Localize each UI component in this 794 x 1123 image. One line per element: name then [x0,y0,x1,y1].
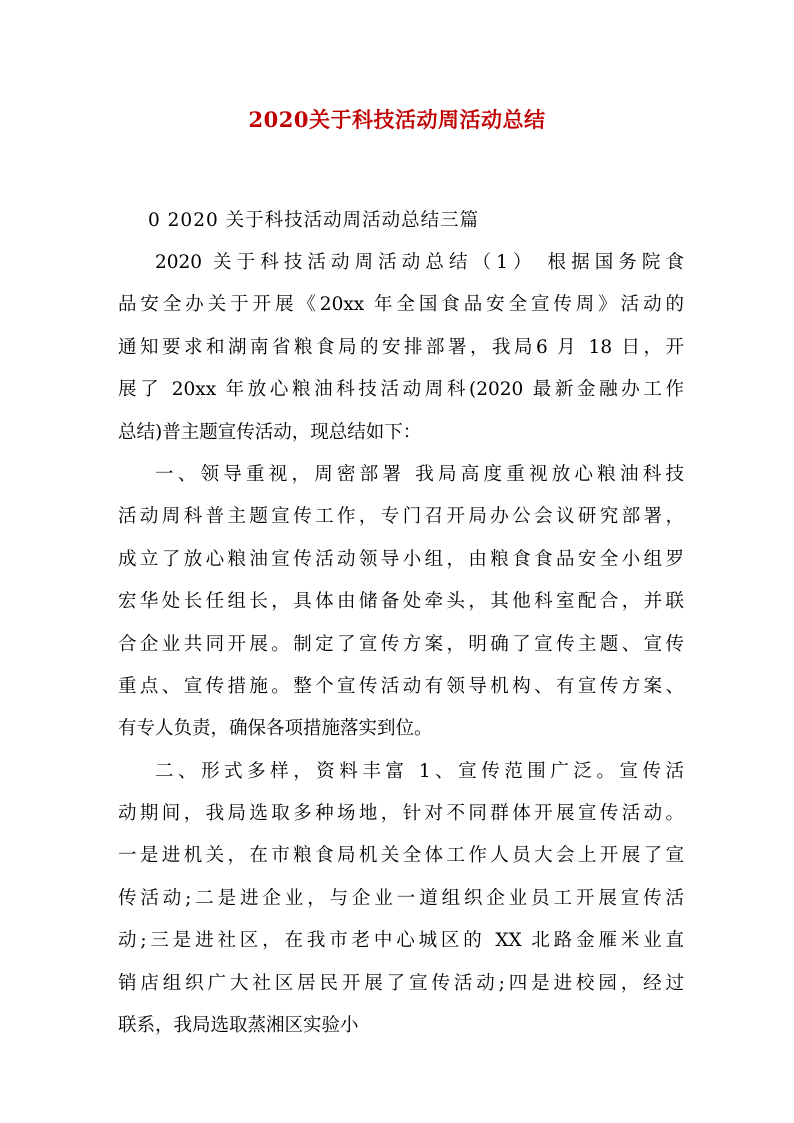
body-line: 合企业共同开展。制定了宣传方案，明确了宣传主题、宣传 [118,633,684,655]
body-line: 动期间，我局选取多种场地，针对不同群体开展宣传活动。 [118,803,684,825]
body-line: 品安全办关于开展《20xx 年全国食品安全宣传周》活动的 [118,294,684,316]
document-body [118,248,684,1053]
body-line: 2020 关于科技活动周活动总结（1） 根据国务院食 [155,252,684,273]
body-line: 成立了放心粮油宣传活动领导小组，由粮食食品安全小组罗 [118,548,684,570]
body-line: 一是进机关，在市粮食局机关全体工作人员大会上开展了宣 [118,845,684,867]
body-line: 传活动;二是进企业，与企业一道组织企业员工开展宣传活 [118,887,684,909]
body-line: 动;三是进社区，在我市老中心城区的 XX 北路金雁米业直 [118,930,684,952]
body-line: 一、领导重视，周密部署 我局高度重视放心粮油科技 [155,463,684,485]
body-line: 有专人负责，确保各项措施落实到位。 [118,718,433,740]
body-line: 销店组织广大社区居民开展了宣传活动;四是进校园，经过 [118,972,684,994]
body-line: 重点、宣传措施。整个宣传活动有领导机构、有宣传方案、 [118,675,684,697]
body-line: 二、形式多样，资料丰富 1、宣传范围广泛。宣传活 [155,760,684,782]
body-line: 活动周科普主题宣传工作，专门召开局办公会议研究部署， [118,506,684,528]
body-line: 宏华处长任组长，具体由储备处牵头，其他科室配合，并联 [118,591,684,613]
document-title: 2020关于科技活动周活动总结 [248,107,546,132]
body-line: 总结)普主题宣传活动，现总结如下： [118,421,422,443]
body-line: 通知要求和湖南省粮食局的安排部署，我局6 月 18 日，开 [118,336,684,358]
document-subheading: 0 2020 关于科技活动周活动总结三篇 [148,210,480,231]
body-line: 联系，我局选取蒸湘区实验小 [118,1015,359,1037]
body-line: 展了 20xx 年放心粮油科技活动周科(2020 最新金融办工作 [118,379,684,401]
